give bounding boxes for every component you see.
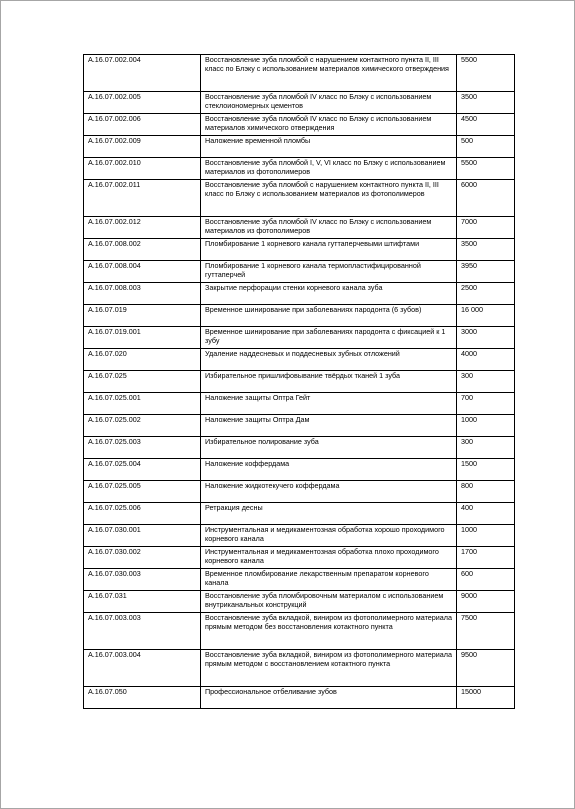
service-price-cell: 4000: [457, 349, 515, 371]
service-code-cell: А.16.07.031: [84, 591, 201, 613]
table-row: [84, 55, 515, 92]
service-price-cell: 3000: [457, 327, 515, 349]
service-code-cell: А.16.07.025.001: [84, 393, 201, 415]
service-price-cell: 1500: [457, 459, 515, 481]
table-row: [84, 525, 515, 547]
service-name-cell: Пломбирование 1 корневого канала гуттаперчевыми штифтами: [201, 239, 457, 261]
service-code-cell: А.16.07.002.010: [84, 158, 201, 180]
service-code-cell: А.16.07.019.001: [84, 327, 201, 349]
service-name-cell: Наложение защиты Оптра Гейт: [201, 393, 457, 415]
service-name-cell: Восстановление зуба пломбой I, V, VI класс по Блэку с использованием материалов из фотополимеров: [201, 158, 457, 180]
service-code-cell: А.16.07.003.004: [84, 650, 201, 687]
service-code-cell: А.16.07.025.004: [84, 459, 201, 481]
table-row: [84, 136, 515, 158]
service-code-cell: А.16.07.002.005: [84, 92, 201, 114]
table-row: [84, 114, 515, 136]
service-price-cell: 3500: [457, 239, 515, 261]
service-code-cell: А.16.07.030.003: [84, 569, 201, 591]
service-price-cell: 7000: [457, 217, 515, 239]
service-name-cell: Восстановление зуба пломбой IV класс по Блэку с использованием материалов химического отверждения: [201, 114, 457, 136]
service-name-cell: Наложение коффердама: [201, 459, 457, 481]
service-price-cell: 9000: [457, 591, 515, 613]
service-code-cell: А.16.07.020: [84, 349, 201, 371]
service-name-cell: Ретракция десны: [201, 503, 457, 525]
service-price-cell: 600: [457, 569, 515, 591]
table-row: [84, 217, 515, 239]
table-row: [84, 239, 515, 261]
service-name-cell: Инструментальная и медикаментозная обработка хорошо проходимого корневого канала: [201, 525, 457, 547]
service-name-cell: Профессиональное отбеливание зубов: [201, 687, 457, 709]
service-price-cell: 7500: [457, 613, 515, 650]
service-code-cell: А.16.07.030.001: [84, 525, 201, 547]
service-price-cell: 4500: [457, 114, 515, 136]
service-code-cell: А.16.07.025: [84, 371, 201, 393]
service-name-cell: Наложение защиты Оптра Дам: [201, 415, 457, 437]
service-name-cell: Удаление наддесневых и поддесневых зубных отложений: [201, 349, 457, 371]
service-name-cell: Избирательное полирование зуба: [201, 437, 457, 459]
service-name-cell: Закрытие перфорации стенки корневого канала зуба: [201, 283, 457, 305]
service-code-cell: А.16.07.050: [84, 687, 201, 709]
table-row: [84, 591, 515, 613]
service-price-cell: 300: [457, 437, 515, 459]
service-name-cell: Восстановление зуба пломбой с нарушением контактного пункта II, III класс по Блэку с использованием материалов химического отверждения: [201, 55, 457, 92]
service-price-cell: 700: [457, 393, 515, 415]
table-row: [84, 650, 515, 687]
service-name-cell: Наложение жидкотекучего коффердама: [201, 481, 457, 503]
service-code-cell: А.16.07.002.012: [84, 217, 201, 239]
price-table: [83, 54, 515, 709]
service-price-cell: 3500: [457, 92, 515, 114]
table-row: [84, 687, 515, 709]
table-row: [84, 437, 515, 459]
price-table-body: [84, 55, 515, 709]
service-price-cell: 9500: [457, 650, 515, 687]
service-name-cell: Наложение временной пломбы: [201, 136, 457, 158]
service-name-cell: Избирательное пришлифовывание твёрдых тканей 1 зуба: [201, 371, 457, 393]
service-price-cell: 800: [457, 481, 515, 503]
table-row: [84, 327, 515, 349]
service-price-cell: 300: [457, 371, 515, 393]
service-price-cell: 15000: [457, 687, 515, 709]
table-row: [84, 180, 515, 217]
service-name-cell: Временное шинирование при заболеваниях пародонта с фиксацией к 1 зубу: [201, 327, 457, 349]
service-price-cell: 6000: [457, 180, 515, 217]
service-name-cell: Восстановление зуба вкладкой, виниром из фотополимерного материала прямым методом без восстановления котактного пункта: [201, 613, 457, 650]
service-price-cell: 3950: [457, 261, 515, 283]
service-price-cell: 16 000: [457, 305, 515, 327]
service-name-cell: Восстановление зуба пломбой с нарушением контактного пункта II, III класс по Блэку с использованием материалов из фотополимеров: [201, 180, 457, 217]
service-code-cell: А.16.07.025.002: [84, 415, 201, 437]
table-row: [84, 92, 515, 114]
service-code-cell: А.16.07.025.006: [84, 503, 201, 525]
service-code-cell: А.16.07.008.003: [84, 283, 201, 305]
service-price-cell: 5500: [457, 55, 515, 92]
service-price-cell: 400: [457, 503, 515, 525]
service-price-cell: 1000: [457, 415, 515, 437]
table-row: [84, 459, 515, 481]
service-name-cell: Пломбирование 1 корневого канала термопластифицированной гуттаперчей: [201, 261, 457, 283]
table-row: [84, 283, 515, 305]
service-code-cell: А.16.07.002.004: [84, 55, 201, 92]
service-price-cell: 1700: [457, 547, 515, 569]
service-price-cell: 5500: [457, 158, 515, 180]
table-row: [84, 349, 515, 371]
table-row: [84, 261, 515, 283]
table-row: [84, 613, 515, 650]
table-row: [84, 547, 515, 569]
service-code-cell: А.16.07.002.011: [84, 180, 201, 217]
table-row: [84, 158, 515, 180]
service-name-cell: Временное пломбирование лекарственным препаратом корневого канала: [201, 569, 457, 591]
service-name-cell: Восстановление зуба пломбировочным материалом с использованием внутриканальных конструкций: [201, 591, 457, 613]
service-code-cell: А.16.07.030.002: [84, 547, 201, 569]
service-price-cell: 2500: [457, 283, 515, 305]
service-name-cell: Восстановление зуба вкладкой, виниром из фотополимерного материала прямым методом с восстановлением котактного пункта: [201, 650, 457, 687]
service-code-cell: А.16.07.003.003: [84, 613, 201, 650]
service-name-cell: Инструментальная и медикаментозная обработка плохо проходимого корневого канала: [201, 547, 457, 569]
service-code-cell: А.16.07.025.005: [84, 481, 201, 503]
table-row: [84, 569, 515, 591]
table-row: [84, 393, 515, 415]
service-price-cell: 500: [457, 136, 515, 158]
service-code-cell: А.16.07.025.003: [84, 437, 201, 459]
service-code-cell: А.16.07.002.009: [84, 136, 201, 158]
service-name-cell: Восстановление зуба пломбой IV класс по Блэку с использованием стеклоиономерных цементов: [201, 92, 457, 114]
table-row: [84, 503, 515, 525]
service-code-cell: А.16.07.008.002: [84, 239, 201, 261]
table-row: [84, 305, 515, 327]
service-price-cell: 1000: [457, 525, 515, 547]
service-code-cell: А.16.07.008.004: [84, 261, 201, 283]
table-row: [84, 415, 515, 437]
service-code-cell: А.16.07.002.006: [84, 114, 201, 136]
table-row: [84, 371, 515, 393]
service-code-cell: А.16.07.019: [84, 305, 201, 327]
service-name-cell: Восстановление зуба пломбой IV класс по Блэку с использованием материалов из фотополимеров: [201, 217, 457, 239]
service-name-cell: Временное шинирование при заболеваниях пародонта (6 зубов): [201, 305, 457, 327]
table-row: [84, 481, 515, 503]
